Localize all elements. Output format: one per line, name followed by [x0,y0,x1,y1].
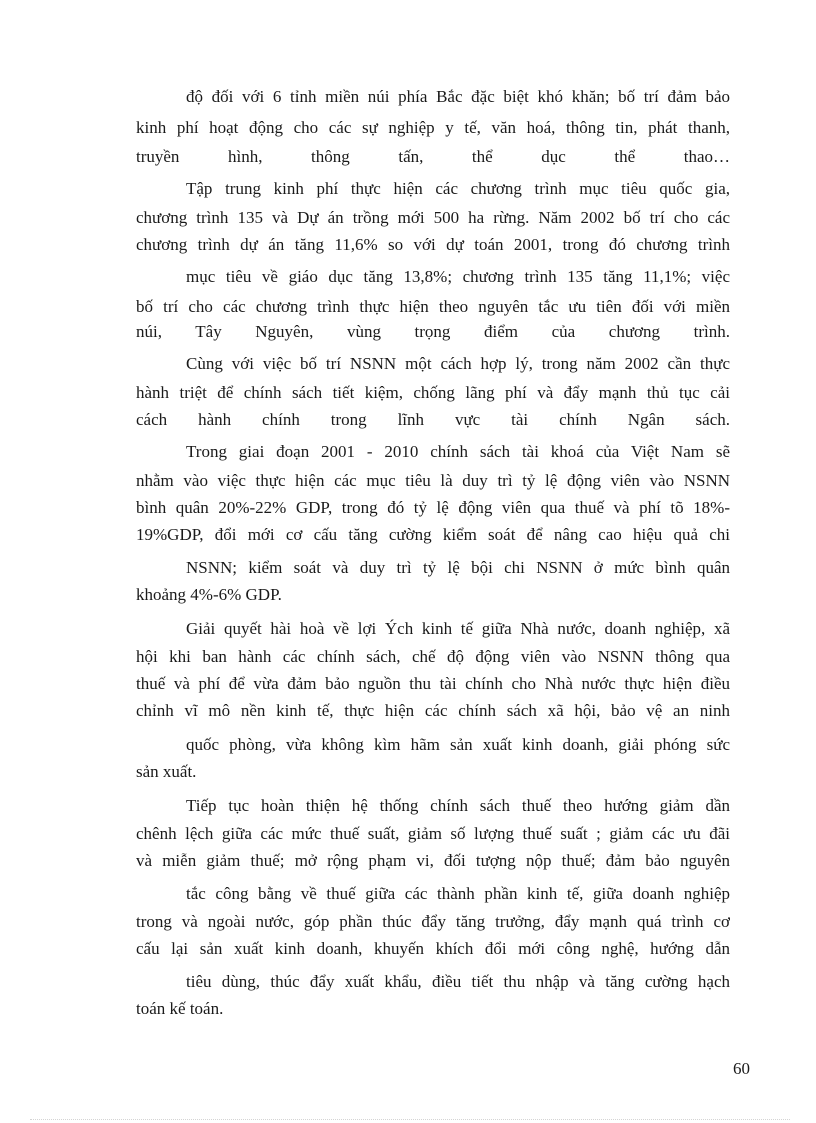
text-line: hành triệt để chính sách tiết kiệm, chống lãng phí và đẩy mạnh thủ tục cải [136,383,730,402]
text-line: Cùng với việc bố trí NSNN một cách hợp lý, trong năm 2002 cần thực [186,354,730,373]
text-line: cách hành chính trong lĩnh vực tài chính Ngân sách. [136,410,730,429]
text-line: chỉnh vĩ mô nền kinh tế, thực hiện các chính sách xã hội, bảo vệ an ninh [136,701,730,720]
text-line: hội khi ban hành các chính sách, chế độ động viên vào NSNN thông qua [136,647,730,666]
text-line: tắc công bằng về thuế giữa các thành phần kinh tế, giữa doanh nghiệp [186,884,730,903]
text-line: mục tiêu về giáo dục tăng 13,8%; chương trình 135 tăng 11,1%; việc [186,267,730,286]
text-line: 19%GDP, đổi mới cơ cấu tăng cường kiểm soát để nâng cao hiệu quả chi [136,525,730,544]
text-line: toán kế toán. [136,999,224,1018]
text-line: NSNN; kiểm soát và duy trì tỷ lệ bội chi NSNN ở mức bình quân [186,558,730,577]
text-line: bố trí cho các chương trình thực hiện theo nguyên tắc ưu tiên đối với miền [136,297,730,316]
text-line: chương trình 135 và Dự án trồng mới 500 ha rừng. Năm 2002 bố trí cho các [136,208,730,227]
text-line: Trong giai đoạn 2001 - 2010 chính sách tài khoá của Việt Nam sẽ [186,442,730,461]
text-line: núi, Tây Nguyên, vùng trọng điểm của chương trình. [136,322,730,341]
text-line: thuế và phí để vừa đảm bảo nguồn thu tài chính cho Nhà nước thực hiện điều [136,674,730,693]
text-line: chênh lệch giữa các mức thuế suất, giảm số lượng thuế suất ; giảm các ưu đãi [136,824,730,843]
text-line: Tập trung kinh phí thực hiện các chương trình mục tiêu quốc gia, [186,179,730,198]
text-line: khoảng 4%-6% GDP. [136,585,282,604]
text-line: trong và ngoài nước, góp phần thúc đẩy tăng trưởng, đẩy mạnh quá trình cơ [136,912,730,931]
text-line: Giải quyết hài hoà về lợi Ých kinh tế giữa Nhà nước, doanh nghiệp, xã [186,619,730,638]
text-line: độ đối với 6 tỉnh miền núi phía Bắc đặc biệt khó khăn; bố trí đảm bảo [186,87,730,106]
page-number: 60 [733,1059,750,1078]
text-line: cấu lại sản xuất kinh doanh, khuyến khích đổi mới công nghệ, hướng dẫn [136,939,730,958]
text-line: chương trình dự án tăng 11,6% so với dự toán 2001, trong đó chương trình [136,235,730,254]
footer-divider [30,1119,790,1120]
text-line: truyền hình, thông tấn, thể dục thể thao… [136,147,730,166]
text-line: nhằm vào việc thực hiện các mục tiêu là duy trì tỷ lệ động viên vào NSNN [136,471,730,490]
text-line: kinh phí hoạt động cho các sự nghiệp y tế, văn hoá, thông tin, phát thanh, [136,118,730,137]
text-line: quốc phòng, vừa không kìm hãm sản xuất kinh doanh, giải phóng sức [186,735,730,754]
text-line: sản xuất. [136,762,197,781]
text-line: Tiếp tục hoàn thiện hệ thống chính sách thuế theo hướng giảm dần [186,796,730,815]
text-line: bình quân 20%-22% GDP, trong đó tỷ lệ động viên qua thuế và phí tõ 18%- [136,498,730,517]
text-line: tiêu dùng, thúc đẩy xuất khẩu, điều tiết thu nhập và tăng cường hạch [186,972,730,991]
text-line: và miễn giảm thuế; mở rộng phạm vi, đối tượng nộp thuế; đảm bảo nguyên [136,851,730,870]
